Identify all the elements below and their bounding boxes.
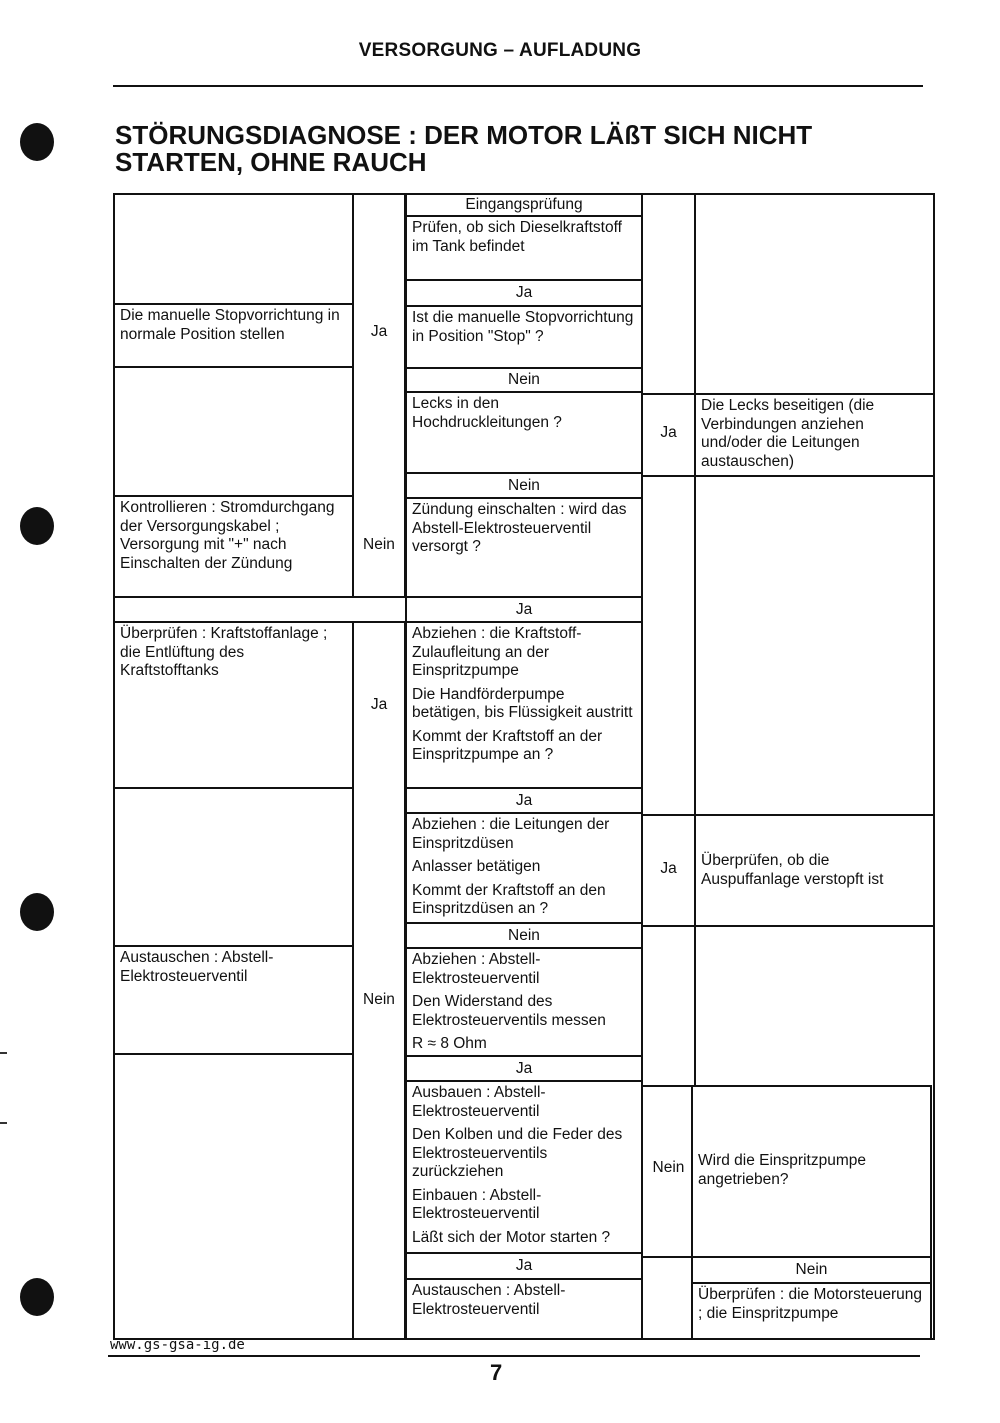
binder-hole	[20, 507, 54, 545]
step-text: Anlasser betätigen	[412, 858, 541, 875]
binder-hole	[20, 123, 54, 161]
step-text: Einbauen : Abstell-Elektrosteuerventil	[412, 1186, 542, 1222]
step-text: Abziehen : Abstell-Elektrosteuerventil	[412, 951, 541, 987]
right-pumpe-question: Wird die Einspritzpumpe angetrieben?	[691, 1085, 932, 1258]
margin-tick	[0, 1052, 7, 1054]
step-value: R ≈ 8 Ohm	[412, 1035, 487, 1052]
check-austauschen-final: Austauschen : Abstell-Elektrosteuerventil	[405, 1278, 643, 1340]
left-stop-action: Die manuelle Stopvorrichtung in normale Position stellen	[113, 303, 354, 368]
right-lecks-action: Die Lecks beseitigen (die Verbindungen anziehen und/oder die Leitungen austauschen)	[694, 393, 935, 477]
label-ja: Ja	[405, 596, 643, 623]
check-widerstand-steps	[405, 947, 643, 1057]
label-ja: Ja	[405, 1055, 643, 1082]
left-label-column-frame	[352, 193, 406, 1340]
page-number: 7	[490, 1360, 503, 1385]
step-text: Abziehen : die Leitungen der Einspritzdüsen	[412, 816, 610, 852]
check-zuendung-question: Zündung einschalten : wird das Abstell-Elektrosteuerventil versorgt ?	[405, 497, 643, 598]
label-nein: Nein	[405, 472, 643, 499]
check-stop-question: Ist die manuelle Stopvorrichtung in Position "Stop" ?	[405, 305, 643, 369]
check-kolben-steps	[405, 1080, 643, 1254]
footer-rule	[108, 1355, 920, 1357]
left-kontrollieren: Kontrollieren : Stromdurchgang der Versorgungskabel ; Versorgung mit "+" nach Einschalten der Zündung	[113, 495, 354, 598]
label-nein: Nein	[405, 922, 643, 949]
check-eingang: Eingangsprüfung	[405, 193, 643, 217]
check-tank: Prüfen, ob sich Dieselkraftstoff im Tank befindet	[405, 215, 643, 281]
step-text: Die Handförderpumpe betätigen, bis Flüssigkeit austritt	[412, 685, 633, 721]
left-divider-row	[113, 596, 407, 623]
label-nein: Nein	[405, 367, 643, 393]
page-title	[115, 122, 915, 176]
label-ja: Ja	[405, 279, 643, 307]
label-ja: Ja	[405, 1252, 643, 1280]
title-line-2: STARTEN, OHNE RAUCH	[115, 147, 427, 177]
binder-hole	[20, 893, 54, 931]
label-nein: Nein	[652, 1159, 685, 1176]
label-nein: Nein	[363, 991, 395, 1008]
left-austauschen: Austauschen : Abstell-Elektrosteuerventil	[113, 945, 354, 1055]
right-motorsteuerung: Überprüfen : die Motorsteuerung ; die Einspritzpumpe	[691, 1282, 932, 1340]
check-lecks-question: Lecks in den Hochdruckleitungen ?	[405, 391, 643, 474]
step-question: Kommt der Kraftstoff an den Einspritzdüsen an ?	[412, 881, 606, 917]
label-nein: Nein	[363, 536, 395, 553]
right-auspuff: Überprüfen, ob die Auspuffanlage verstopft ist	[694, 814, 935, 927]
title-line-1: STÖRUNGSDIAGNOSE : DER MOTOR LÄßT SICH NICHT	[115, 120, 813, 150]
step-question: Kommt der Kraftstoff an der Einspritzpumpe an ?	[412, 727, 603, 763]
label-ja: Ja	[660, 424, 677, 441]
footer-url: www.gs-gsa-ig.de	[110, 1337, 245, 1353]
binder-hole	[20, 1278, 54, 1316]
header-rule	[113, 85, 923, 87]
check-zulauf-steps	[405, 621, 643, 789]
step-text: Abziehen : die Kraftstoff-Zulaufleitung an der Einspritzpumpe	[412, 625, 582, 679]
step-text: Den Widerstand des Elektrosteuerventils messen	[412, 993, 606, 1029]
check-duesen-steps	[405, 812, 643, 924]
label-ja: Ja	[370, 696, 388, 713]
label-ja: Ja	[660, 860, 677, 877]
step-text: Ausbauen : Abstell-Elektrosteuerventil	[412, 1084, 546, 1120]
label-ja: Ja	[405, 787, 643, 814]
label-nein: Nein	[691, 1256, 932, 1284]
label-ja: Ja	[370, 323, 388, 340]
step-text: Den Kolben und die Feder des Elektrosteuerventils zurückziehen	[412, 1126, 623, 1180]
step-question: Läßt sich der Motor starten ?	[412, 1228, 611, 1246]
left-ueberpruefen: Überprüfen : Kraftstoffanlage ; die Entlüftung des Kraftstofftanks	[113, 621, 354, 789]
section-header: VERSORGUNG – AUFLADUNG	[358, 40, 642, 61]
margin-tick	[0, 1122, 7, 1124]
